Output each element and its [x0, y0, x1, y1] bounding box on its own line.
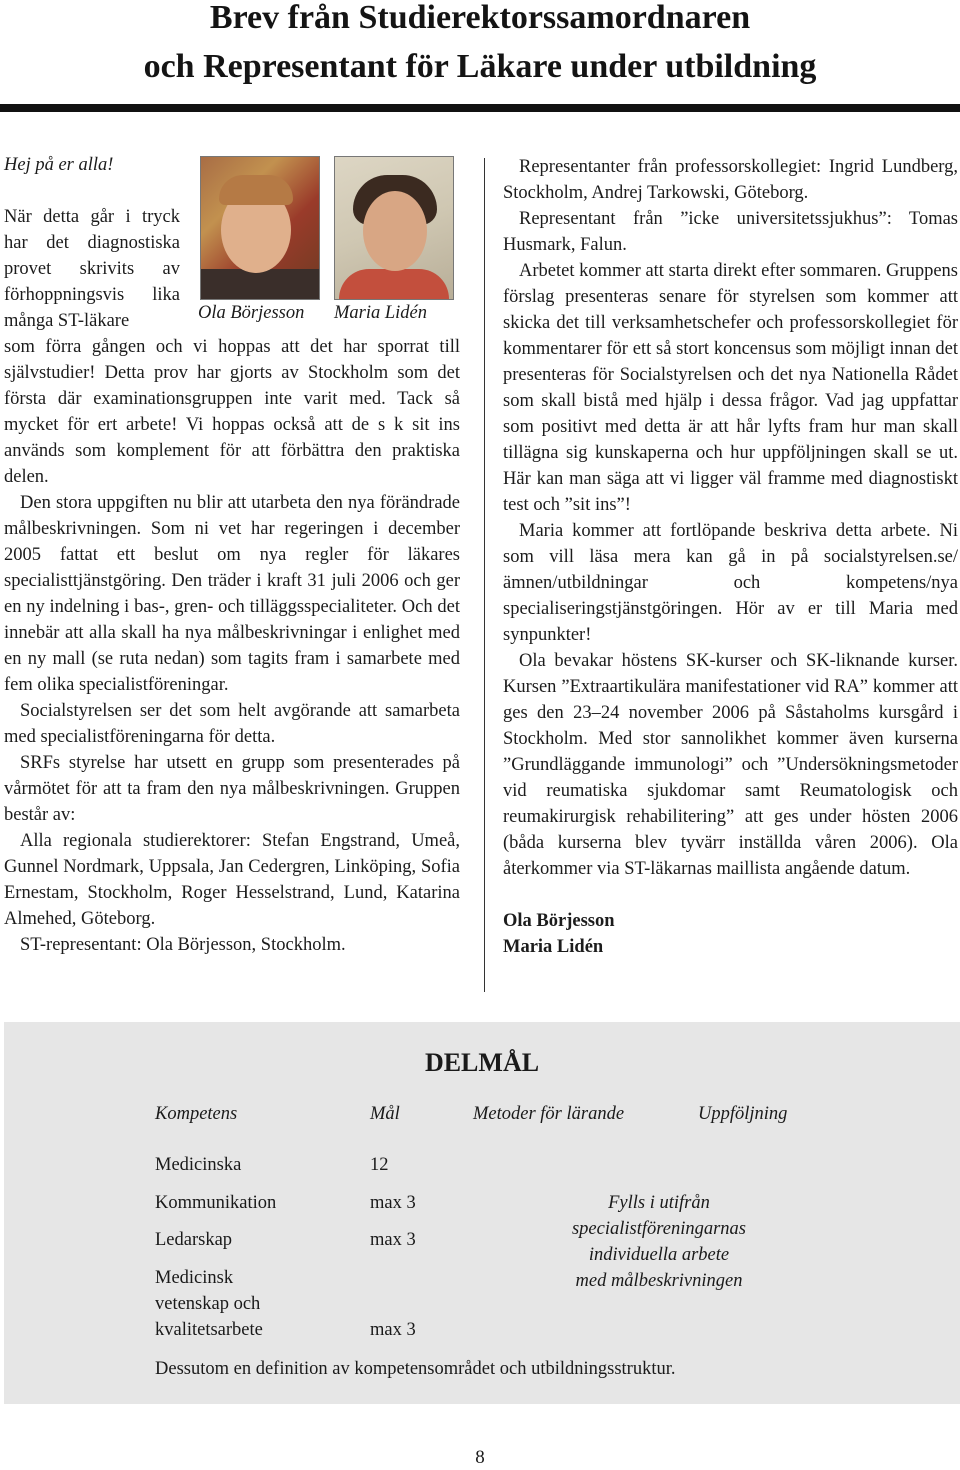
right-column — [503, 154, 958, 960]
row-kompetens-line: Medicinsk — [155, 1268, 234, 1288]
author-photos — [198, 156, 460, 330]
paragraph-socialstyrelsen: Socialstyrelsen ser det som helt avgörande att samarbeta med specialistföreningarna för detta. — [4, 701, 460, 747]
page-number: 8 — [475, 1447, 485, 1468]
paragraph-arbetet: Arbetet kommer att starta direkt efter sommaren. Gruppens förslag presenteras senare för styrelsen som kommer att skicka det till verksamhetschefer och professorskollegiet för kommentarer för ett så stort koncensus som möjligt innan det presenteras för Socialstyrelsen och det nya Nationella Rådet som skall bistå med hjälp i dessa frågor. Vad jag uppfattar som positivt med detta är att hår lyfts fram hur man skall tillägna sig kunskaperna och hur uppföljningen skall se ut. Här kan man säga att vi ligger väl framme med diagnostiskt test och ”sit ins”! — [503, 261, 958, 515]
signature-ola: Ola Börjesson — [503, 911, 615, 931]
paragraph-professorskollegiet: Representanter från professorskollegiet: Ingrid Lundberg, Stockholm, Andrej Tarkowski, Göteborg. — [503, 157, 958, 203]
title-line-2: och Representant för Läkare under utbildning — [143, 48, 817, 85]
delmal-box — [4, 1022, 960, 1404]
row-mal: max 3 — [370, 1320, 416, 1340]
note-line: specialistföreningarnas — [571, 1219, 747, 1239]
row-kompetens-line: kvalitetsarbete — [155, 1320, 263, 1340]
title-line-1: Brev från Studierektorssamordnaren — [209, 0, 751, 36]
note-line: Fylls i utifrån — [608, 1193, 710, 1213]
paragraph-icke-universitet: Representant från ”icke universitetssjukhus”: Tomas Husmark, Falun. — [503, 209, 958, 255]
header-kompetens: Kompetens — [155, 1104, 238, 1124]
delmal-title: DELMÅL — [424, 1048, 540, 1077]
row-mal: 12 — [370, 1155, 389, 1175]
uppfoljning-note — [550, 1190, 768, 1294]
paragraph-studierektorer: Alla regionala studierektorer: Stefan Engstrand, Umeå, Gunnel Nordmark, Uppsala, Jan Cedergren, Linköping, Sofia Ernestam, Stockholm, Roger Hesselstrand, Lund, Katarina Almehed, Göteborg. — [4, 831, 460, 929]
intro-paragraph: som förra gången och vi hoppas att det har sporrat till självstudier! Detta prov har gjorts av Stockholm som det första där examinationsgruppen inte varit med. Tack så mycket för ert arbete! Vi hoppas också att de s k sit ins används som komplement för att förbättra den praktiska delen. — [4, 337, 460, 487]
header-mal: Mål — [370, 1104, 400, 1124]
photo-ola-borjesson — [200, 156, 320, 300]
greeting: Hej på er alla! — [4, 155, 114, 175]
paragraph-maria: Maria kommer att fortlöpande beskriva detta arbete. Ni som vill läsa mera kan gå in på socialstyrelsen.se/ämnen/utbildningar och kompetens/nya specialiseringstjänstgöringen. Hör av er till Maria med synpunkter! — [503, 521, 958, 645]
photo-caption-1: Ola Börjesson — [198, 303, 305, 323]
row-kompetens: Kommunikation — [155, 1193, 277, 1213]
paragraph-st-representant: ST-representant: Ola Börjesson, Stockholm. — [20, 935, 346, 955]
wrapped-intro — [4, 204, 180, 334]
header-uppfoljning: Uppföljning — [698, 1104, 788, 1124]
paragraph-srf-grupp: SRFs styrelse har utsett en grupp som presenterades på vårmötet för att ta fram den nya målbeskrivningen. Gruppen består av: — [4, 753, 460, 825]
column-divider — [484, 158, 485, 992]
paragraph-ola-kurser: Ola bevakar höstens SK-kurser och SK-liknande kurser. Kursen ”Extraartikulära manifestationer vid RA” kommer att ges den 23–24 november 2006 på Såstaholms kursgård i Stockholm. Med stor sannolikhet kommer även kurserna ”Grundläggande immunologi” och ”Undersökningsmetoder vid reumatiska sjukdomar samt Reumatologisk och reumakirurgisk rehabilitering” att ges under hösten 2006 (båda kurserna blev tyvärr inställda våren 2006). Ola återkommer via ST-läkarnas maillista angående datum. — [503, 651, 958, 879]
row-kompetens: Medicinska — [155, 1155, 242, 1175]
row-mal: max 3 — [370, 1230, 416, 1250]
delmal-footer: Dessutom en definition av kompetensområdet och utbildningsstruktur. — [155, 1359, 676, 1379]
row-kompetens-line: vetenskap och — [155, 1294, 261, 1314]
photo-maria-liden — [334, 156, 454, 300]
header-metoder: Metoder för lärande — [473, 1104, 625, 1124]
title-rule — [0, 104, 960, 112]
row-mal: max 3 — [370, 1193, 416, 1213]
row-kompetens: Ledarskap — [155, 1230, 233, 1250]
note-line: med målbeskrivningen — [575, 1271, 743, 1291]
paragraph-malbeskrivning: Den stora uppgiften nu blir att utarbeta den nya förändrade målbeskrivningen. Som ni vet har regeringen i december 2005 fattat ett beslut om nya regler för läkares specialisttjänstgöring. Den träder i kraft 31 juli 2006 och ger en ny indelning i bas-, gren- och tilläggsspecialiteter. Och det innebär att alla skall ha nya målbeskrivningar i enlighet med en ny mall (se ruta nedan) som tagits fram i samarbete med fem olika specialistföreningar. — [4, 493, 460, 695]
photo-caption-2: Maria Lidén — [334, 303, 428, 323]
note-line: individuella arbete — [588, 1245, 730, 1265]
intro-wrapped-text: När detta går i tryck har det diagnostiska provet skrivits av förhoppningsvis lika många ST-läkare — [4, 207, 180, 331]
signature-maria: Maria Lidén — [503, 937, 604, 957]
